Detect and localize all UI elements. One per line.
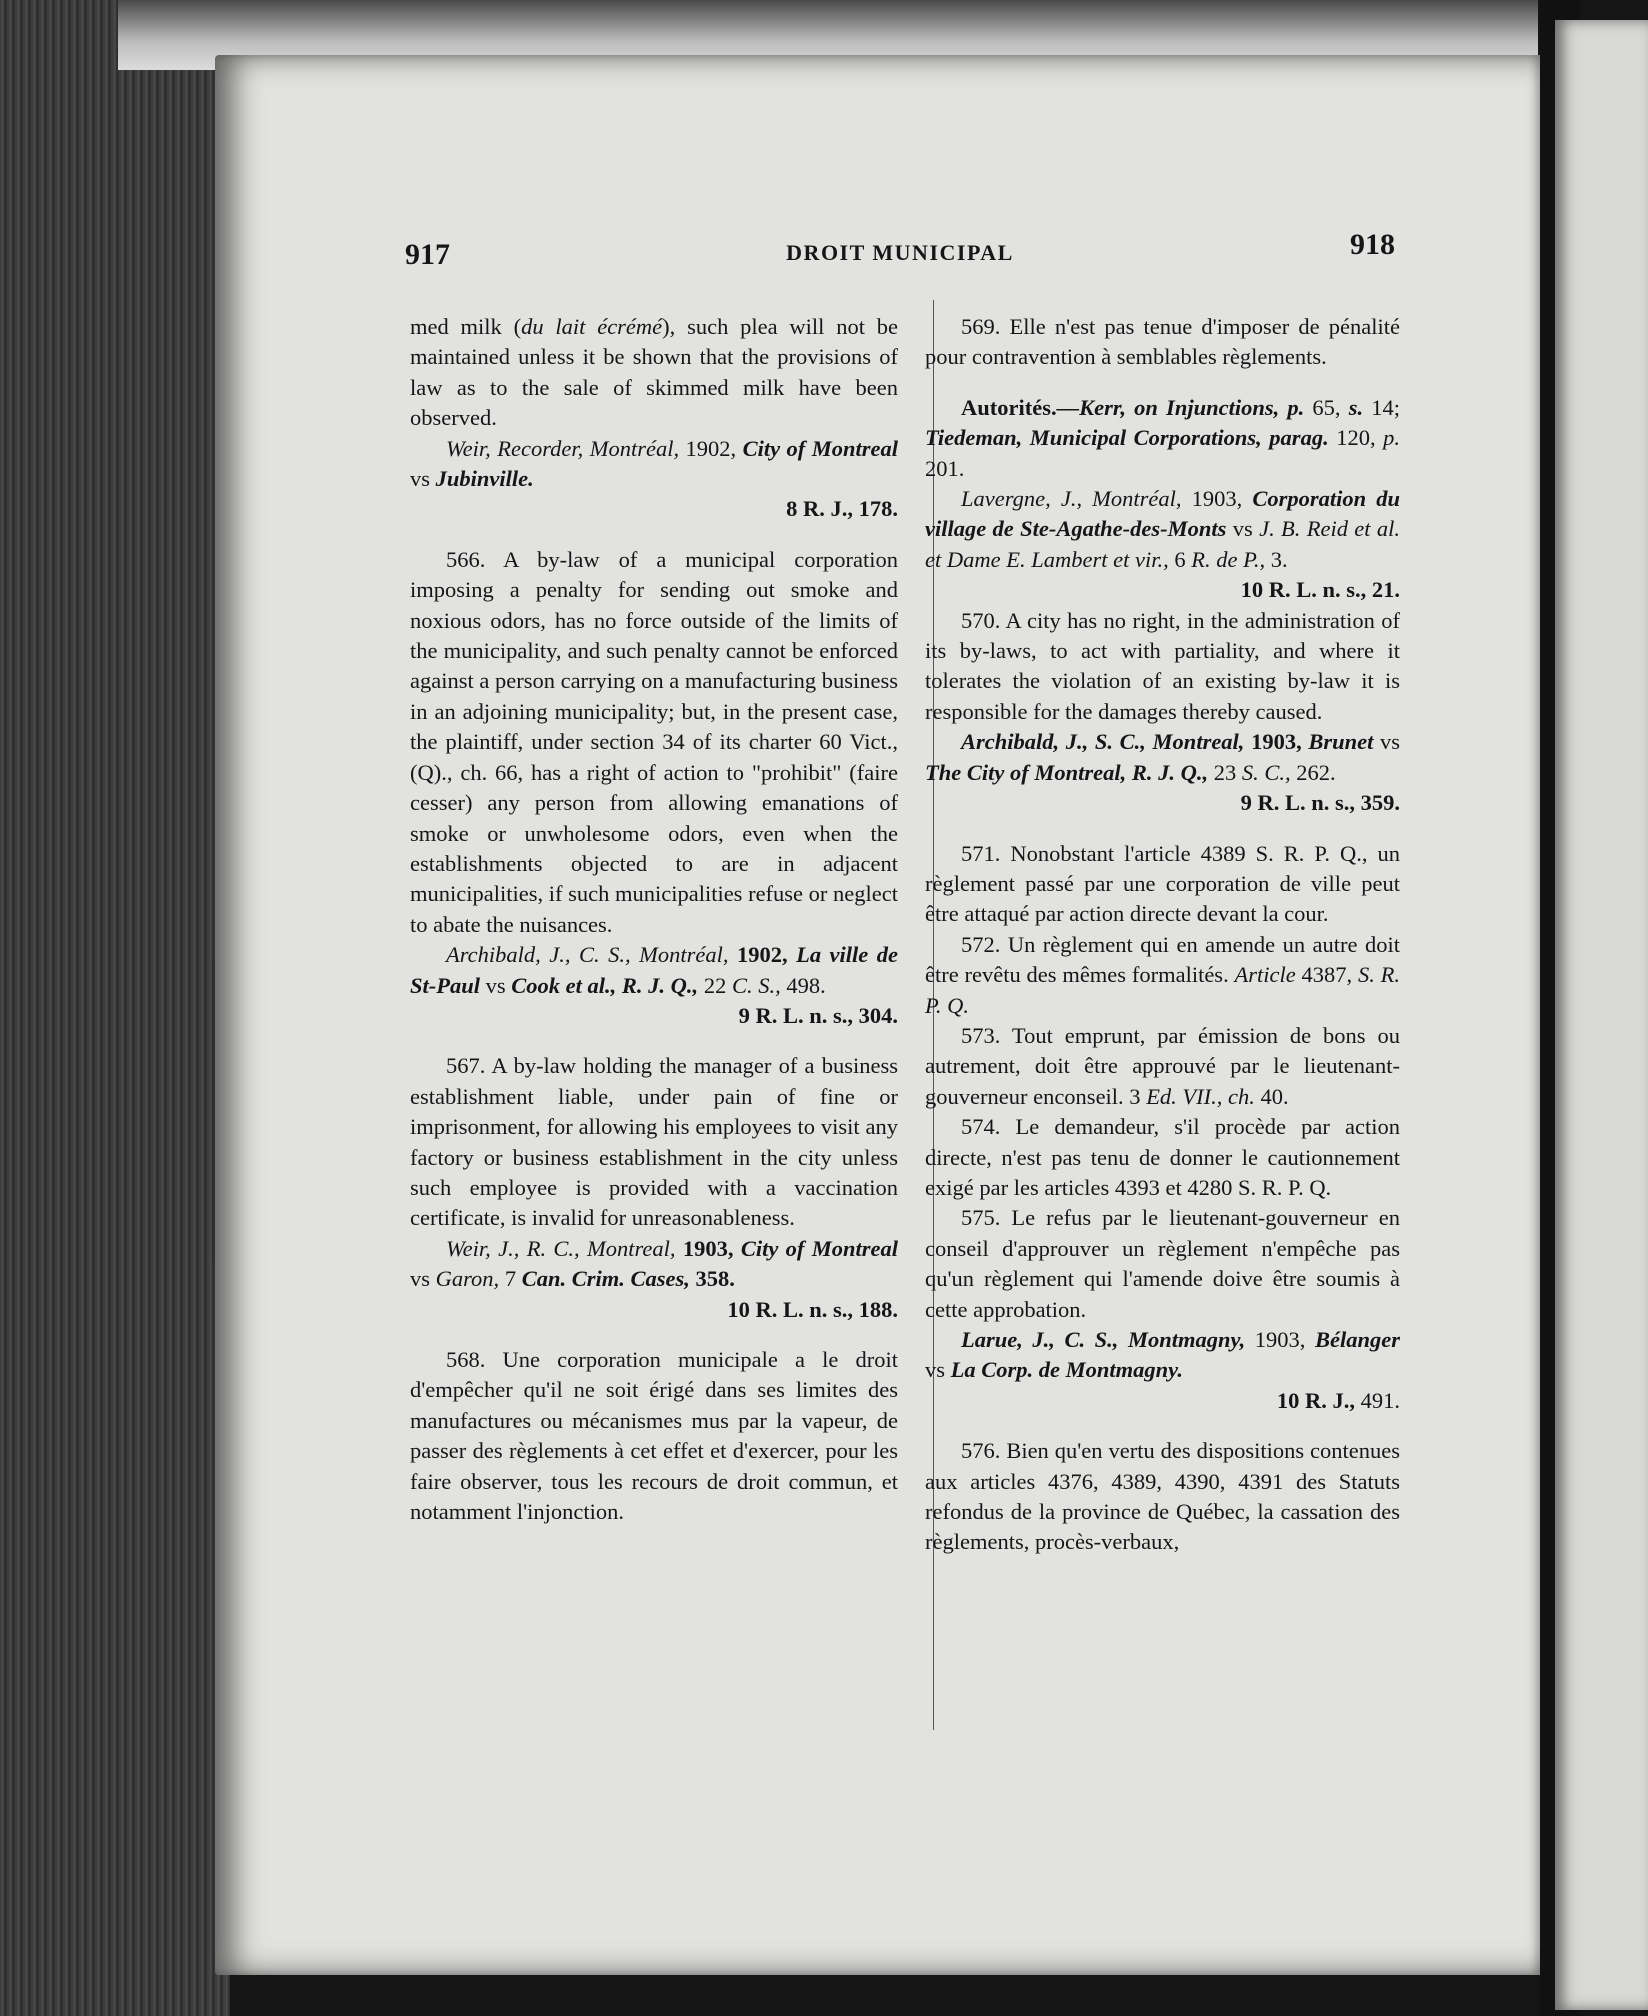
citation-judge: Archibald, J., C. S., Montréal, xyxy=(446,942,729,968)
citation-page: 358. xyxy=(689,1266,735,1292)
text-run: ), such plea will not be maintained unless it be shown that the provisions of law as to the sale of skimmed milk have been observed. xyxy=(410,314,898,431)
citation-party: J. B. Reid et al. et Dame E. Lambert et vir., xyxy=(925,516,1400,572)
citation-party: Corporation du village de Ste-Agathe-des-Monts xyxy=(925,486,1400,542)
report-reference xyxy=(925,1386,1400,1416)
text-run-italic: —Kerr, on Injunctions, p. xyxy=(1056,394,1305,420)
citation-judge: Larue, J., C. S., Montmagny, xyxy=(961,1327,1246,1352)
report-reference: 10 R. L. n. s., 21. xyxy=(1240,577,1400,603)
citation-page: 262. xyxy=(1290,759,1336,785)
report-reference: 9 R. L. n. s., 304. xyxy=(738,1002,898,1028)
citation xyxy=(410,1234,898,1295)
text-run: 4387, xyxy=(1295,962,1358,988)
authorities xyxy=(925,393,1400,484)
citation xyxy=(925,727,1400,788)
text-run-italic: p. xyxy=(1383,425,1400,451)
citation-vs: vs xyxy=(480,972,512,998)
paragraph-566: 566. A by-law of a municipal corporation imposing a penalty for sending out smoke and noxious odors, has no force outside of the limits of the municipality, and such penalty cannot be enforced against a person carrying on a manufacturing business in an adjoining municipality; but, in the present case, the plaintiff, under section 34 of its charter 60 Vict., (Q)., ch. 66, has a right of action to "prohibit" (faire cesser) any person from allowing emanations of smoke or unwholesome odors, even when the establishments objected to are in adjacent municipalities, if such municipalities refuse or neglect to abate the nuisances. xyxy=(410,546,898,937)
citation xyxy=(925,1325,1400,1386)
report-reference: 8 R. J., 178. xyxy=(786,496,898,522)
citation xyxy=(410,434,898,495)
text-run: 120, xyxy=(1328,425,1384,451)
citation-report: Can. Crim. Cases, xyxy=(521,1266,690,1292)
citation-judge: Weir, Recorder, Montréal, xyxy=(446,435,680,461)
citation-volume: 22 xyxy=(698,972,732,998)
citation-report: S. C., xyxy=(1241,759,1291,785)
paragraph-576: 576. Bien qu'en vertu des dispositions contenues aux articles 4376, 4389, 4390, 4391 des Statuts refondus de la province de Québec, la cassation des règlements, procès-verbaux, xyxy=(925,1438,1400,1555)
text-run-italic: Article xyxy=(1234,962,1296,988)
citation-party: Garon, xyxy=(435,1266,500,1292)
text-run: 40. xyxy=(1254,1083,1289,1109)
citation-year: 1902, xyxy=(679,435,743,461)
citation-party: La ville de St-Paul xyxy=(410,942,899,998)
citation-volume: 6 xyxy=(1168,546,1192,572)
citation-report: C. S., xyxy=(731,972,781,998)
citation-report: R. de P., xyxy=(1191,546,1266,572)
report-page: 491. xyxy=(1355,1387,1400,1413)
citation-judge: Weir, J., R. C., Montreal, xyxy=(446,1235,676,1261)
citation-party: La Corp. de Montmagny. xyxy=(950,1357,1183,1383)
paragraph-572 xyxy=(925,930,1400,1021)
citation-vs: vs xyxy=(410,1266,436,1292)
citation-party: Brunet xyxy=(1308,729,1374,755)
citation-page: 498. xyxy=(780,972,826,998)
citation-volume: 7 xyxy=(499,1266,522,1292)
citation-party: City of Montreal xyxy=(740,1235,898,1261)
citation-year: 1903, xyxy=(675,1235,741,1261)
citation-year: 1903, xyxy=(1245,1327,1315,1352)
citation-vs: vs xyxy=(1373,729,1400,755)
text-run-italic: Ed. VII., ch. xyxy=(1146,1083,1255,1109)
citation-year: 1902, xyxy=(728,942,797,968)
running-title: DROIT MUNICIPAL xyxy=(786,240,1014,265)
citation-party: Bélanger xyxy=(1314,1327,1400,1352)
text-run-italic: S. R. P. Q. xyxy=(925,962,1400,1018)
left-page-number: 917 xyxy=(405,238,450,271)
text-run: med milk ( xyxy=(410,314,522,339)
left-column xyxy=(410,312,898,1527)
text-run: 65, xyxy=(1304,394,1349,420)
citation-volume: 23 xyxy=(1208,759,1242,785)
report-reference: 10 R. L. n. s., 188. xyxy=(727,1296,898,1322)
text-run: 573. Tout emprunt, par émission de bons ou autrement, doit être approuvé par le lieutenant-gouverneur enconseil. 3 xyxy=(925,1022,1400,1109)
citation-vs: vs xyxy=(410,466,436,492)
authorities-label: Autorités. xyxy=(961,394,1057,420)
book-page-edges xyxy=(0,0,230,2016)
text-run: 572. Un règlement qui en amende un autre doit être revêtu des mêmes formalités. xyxy=(925,931,1400,988)
paragraph-571: 571. Nonobstant l'article 4389 S. R. P. Q., un règlement passé par une corporation de ville peut être attaqué par action directe devant la cour. xyxy=(925,840,1400,927)
paragraph-569: 569. Elle n'est pas tenue d'imposer de pénalité pour contravention à semblables règlements. xyxy=(925,314,1400,370)
citation-page: 3. xyxy=(1265,546,1288,572)
citation-judge: Lavergne, J., Montréal, xyxy=(961,486,1182,512)
text-run-italic: s. xyxy=(1348,394,1364,420)
citation-party: Jubinville. xyxy=(435,466,534,492)
paragraph-570: 570. A city has no right, in the administration of its by-laws, to act with partiality, and where it tolerates the violation of an existing by-law it is responsible for the damages thereby caused. xyxy=(925,607,1400,724)
next-page-edge xyxy=(1555,20,1648,2010)
citation-year: 1903, xyxy=(1244,729,1309,755)
citation xyxy=(925,484,1400,575)
paragraph-575: 575. Le refus par le lieutenant-gouverneur en conseil d'approuver un règlement n'empêche pas qu'un règlement qui l'amende doive être soumis à cette approbation. xyxy=(925,1205,1400,1322)
citation-vs: vs xyxy=(1226,516,1260,542)
paragraph-574: 574. Le demandeur, s'il procède par action directe, n'est pas tenu de donner le cautionnement exigé par les articles 4393 et 4280 S. R. P. Q. xyxy=(925,1114,1400,1200)
paragraph-567: 567. A by-law holding the manager of a business establishment liable, under pain of fine or imprisonment, for allowing his employees to visit any factory or business establishment in the city unless such employee is provided with a vaccination certificate, is invalid for unreasonableness. xyxy=(410,1053,898,1231)
text-run: 201. xyxy=(925,455,965,481)
citation-vs: vs xyxy=(925,1357,951,1383)
right-page-number: 918 xyxy=(1350,228,1395,261)
running-head xyxy=(405,228,1395,288)
paragraph-573 xyxy=(925,1021,1400,1112)
right-column xyxy=(925,312,1400,1558)
report-reference: 9 R. L. n. s., 359. xyxy=(1240,790,1400,816)
text-run: 14; xyxy=(1363,394,1400,420)
citation-party: Cook et al., R. J. Q., xyxy=(511,972,699,998)
text-run-italic: du lait écrémé xyxy=(521,314,663,339)
citation-year: 1903, xyxy=(1181,486,1253,512)
report-name: 10 R. J., xyxy=(1276,1387,1355,1413)
text-run-italic: Tiedeman, Municipal Corporations, parag. xyxy=(925,425,1329,451)
paragraph-continued xyxy=(410,312,898,434)
citation-party: City of Montreal xyxy=(742,435,898,461)
citation-judge: Archibald, J., S. C., Montreal, xyxy=(961,729,1245,755)
citation-party: The City of Montreal, R. J. Q., xyxy=(925,759,1209,785)
citation xyxy=(410,940,898,1001)
paragraph-568: 568. Une corporation municipale a le droit d'empêcher qu'il ne soit érigé dans ses limites des manufactures ou mécanismes mus par la vapeur, de passer des règlements à cet effet et d'exercer, pour les faire observer, tous les recours de droit commun, et notamment l'injonction. xyxy=(410,1347,898,1525)
